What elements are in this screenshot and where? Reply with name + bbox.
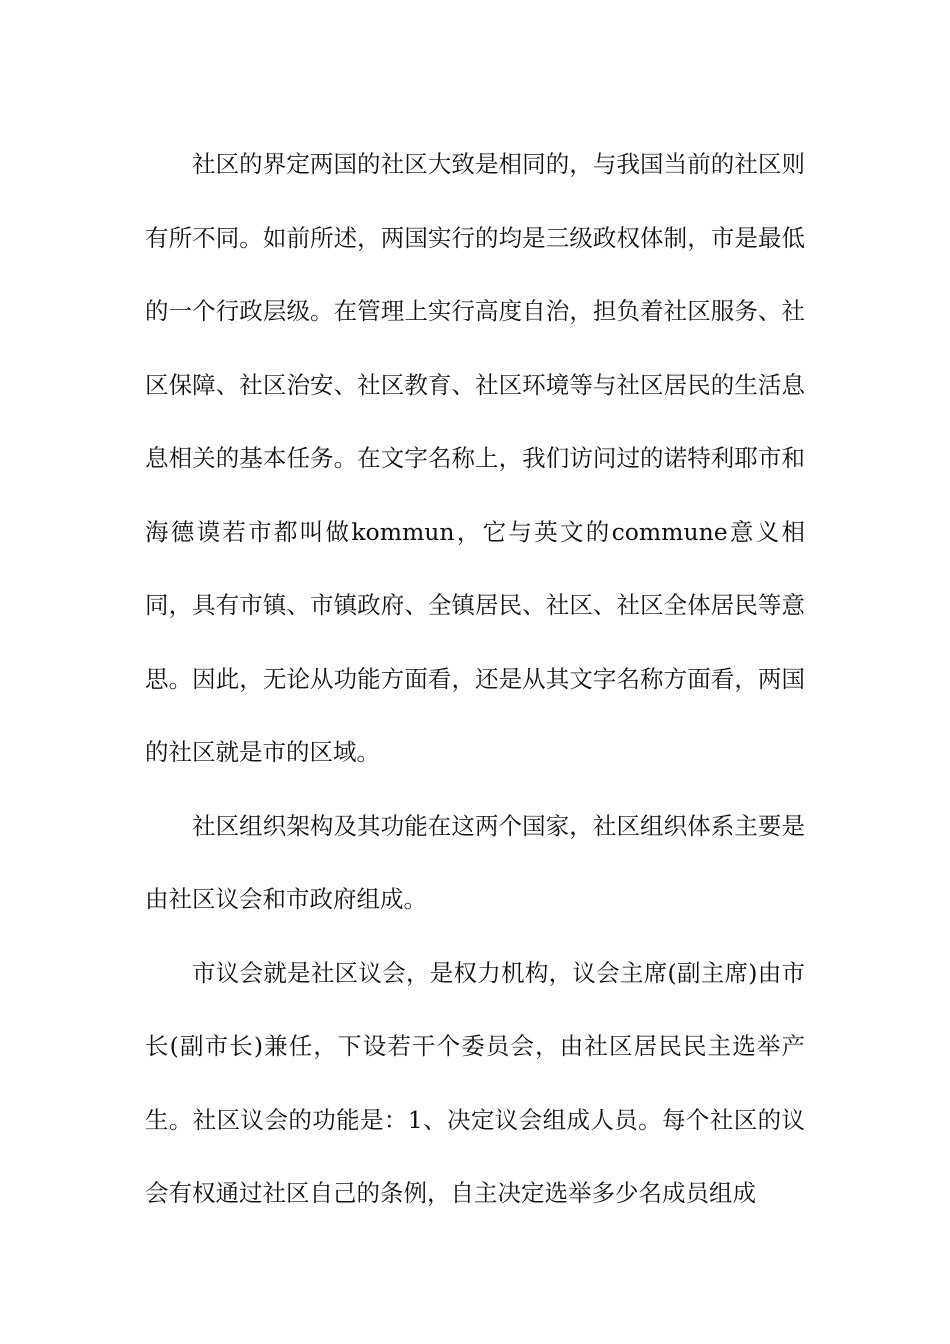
paragraph-community-definition: 社区的界定两国的社区大致是相同的，与我国当前的社区则有所不同。如前所述，两国实行的均是三级政权体制，市是最低的一个行政层级。在管理上实行高度自治，担负着社区服务、社区保障、社区治安、社区教育、社区环境等与社区居民的生活息息相关的基本任务。在文字名称上，我们访问过的诺特利耶市和海德谟若市都叫做kommun，它与英文的commune意义相同，具有市镇、市镇政府、全镇居民、社区、社区全体居民等意思。因此，无论从功能方面看，还是从其文字名称方面看，两国的社区就是市的区域。	[145, 150, 805, 766]
document-body	[145, 128, 805, 1231]
paragraph-organization-structure: 社区组织架构及其功能在这两个国家，社区组织体系主要是由社区议会和市政府组成。	[145, 811, 805, 913]
paragraph-city-council: 市议会就是社区议会，是权力机构，议会主席(副主席)由市长(副市长)兼任，下设若干个委员会，由社区居民民主选举产生。社区议会的功能是：1、决定议会组成人员。每个社区的议会有权通过社区自己的条例，自主决定选举多少名成员组成	[145, 958, 805, 1207]
